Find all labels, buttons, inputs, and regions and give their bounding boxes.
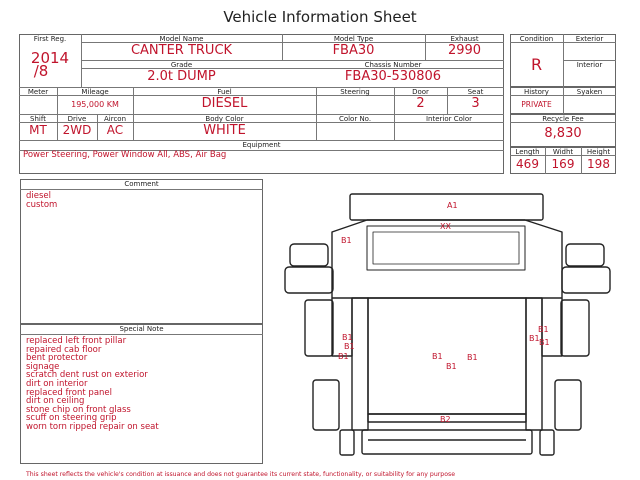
chassis-number-value: FBA30-530806: [344, 69, 442, 84]
door-label: Door: [412, 88, 429, 96]
grade-label: Grade: [170, 61, 193, 69]
history-label: History: [524, 88, 549, 96]
special-note-line: scratch dent rust on exterior: [26, 370, 148, 381]
special-note-line: bent protector: [26, 353, 88, 364]
history-value: PRIVATE: [521, 100, 552, 109]
length-value: 469: [516, 157, 539, 171]
seat-label: Seat: [467, 88, 484, 96]
interior-label: Interior: [576, 61, 603, 69]
damage-mark-b1: B1: [432, 352, 443, 361]
mileage-value: 195,000 KM: [71, 100, 119, 109]
door-value: 2: [416, 96, 425, 111]
shift-value: MT: [29, 123, 47, 137]
damage-mark-b1: B1: [538, 325, 549, 334]
damage-mark-b2: B2: [440, 415, 451, 424]
model-name-label: Model Name: [159, 35, 204, 43]
special-note-line: repaired cab floor: [26, 344, 102, 355]
special-note-line: signage: [26, 361, 60, 372]
height-label: Height: [586, 148, 611, 156]
special-note-line: dirt on interior: [26, 378, 88, 389]
exterior-label: Exterior: [575, 35, 604, 43]
damage-mark-b1: B1: [539, 338, 550, 347]
damage-mark-b1: B1: [529, 334, 540, 343]
special-note-line: stone chip on front glass: [26, 404, 131, 415]
width-label: Widht: [552, 148, 574, 156]
aircon-value: AC: [106, 123, 124, 137]
special-note-line: replaced left front pillar: [26, 336, 127, 346]
special-note-label: Special Note: [119, 325, 164, 333]
equipment-label: Equipment: [242, 141, 281, 149]
fuel-value: DIESEL: [201, 96, 248, 111]
interior-color-label: Interior Color: [425, 115, 473, 123]
grade-value: 2.0t DUMP: [147, 69, 216, 84]
damage-mark-b1: B1: [341, 236, 352, 245]
damage-mark-b1: B1: [338, 352, 349, 361]
special-note-line: scuff on steering grip: [26, 413, 117, 424]
disclaimer-footer: This sheet reflects the vehicle's condition at issuance and does not guarantee its current state, functionality, or suitability for any purpose: [26, 471, 456, 478]
fuel-label: Fuel: [217, 88, 232, 96]
model-type-value: FBA30: [332, 43, 375, 58]
comment-label: Comment: [124, 180, 159, 188]
mileage-label: Mileage: [81, 88, 109, 96]
equipment-value: Power Steering, Power Window All, ABS, Air Bag: [23, 150, 227, 160]
recycle-fee-label: Recycle Fee: [542, 115, 584, 123]
exhaust-label: Exhaust: [450, 35, 479, 43]
height-value: 198: [587, 157, 610, 171]
color-no-label: Color No.: [338, 115, 372, 123]
recycle-fee-value: 8,830: [544, 126, 582, 141]
sheet-title: Vehicle Information Sheet: [223, 8, 417, 26]
exhaust-value: 2990: [447, 43, 482, 58]
meter-label: Meter: [27, 88, 49, 96]
shift-label: Shift: [30, 115, 46, 123]
drive-value: 2WD: [62, 123, 92, 137]
seat-value: 3: [471, 96, 480, 111]
drive-label: Drive: [67, 115, 87, 123]
damage-mark-a1: A1: [447, 201, 458, 210]
special-note-line: dirt on ceiling: [26, 396, 85, 407]
width-value: 169: [551, 157, 575, 171]
special-note-line: worn torn ripped repair on seat: [26, 421, 159, 432]
first-reg-label: First Reg.: [33, 35, 67, 43]
model-name-value: CANTER TRUCK: [130, 43, 233, 58]
special-note-line: replaced front panel: [26, 387, 113, 398]
aircon-label: Aircon: [103, 115, 127, 123]
first-reg-month: /8: [33, 62, 49, 80]
comment-line: diesel: [26, 191, 52, 201]
length-label: Length: [515, 148, 540, 156]
comment-line: custom: [26, 199, 58, 210]
syaken-label: Syaken: [576, 88, 603, 96]
body-color-label: Body Color: [205, 115, 244, 123]
condition-label: Condition: [519, 35, 554, 43]
damage-mark-xx: XX: [440, 222, 451, 231]
damage-mark-b1: B1: [446, 362, 457, 371]
chassis-number-label: Chassis Number: [364, 61, 422, 69]
damage-mark-b1: B1: [342, 333, 353, 342]
first-reg-year: 2014: [30, 49, 70, 67]
body-color-value: WHITE: [203, 123, 246, 138]
condition-value: R: [530, 55, 543, 74]
damage-mark-b1: B1: [344, 342, 355, 351]
steering-label: Steering: [340, 88, 370, 96]
damage-mark-b1: B1: [467, 353, 478, 362]
model-type-label: Model Type: [333, 35, 374, 43]
